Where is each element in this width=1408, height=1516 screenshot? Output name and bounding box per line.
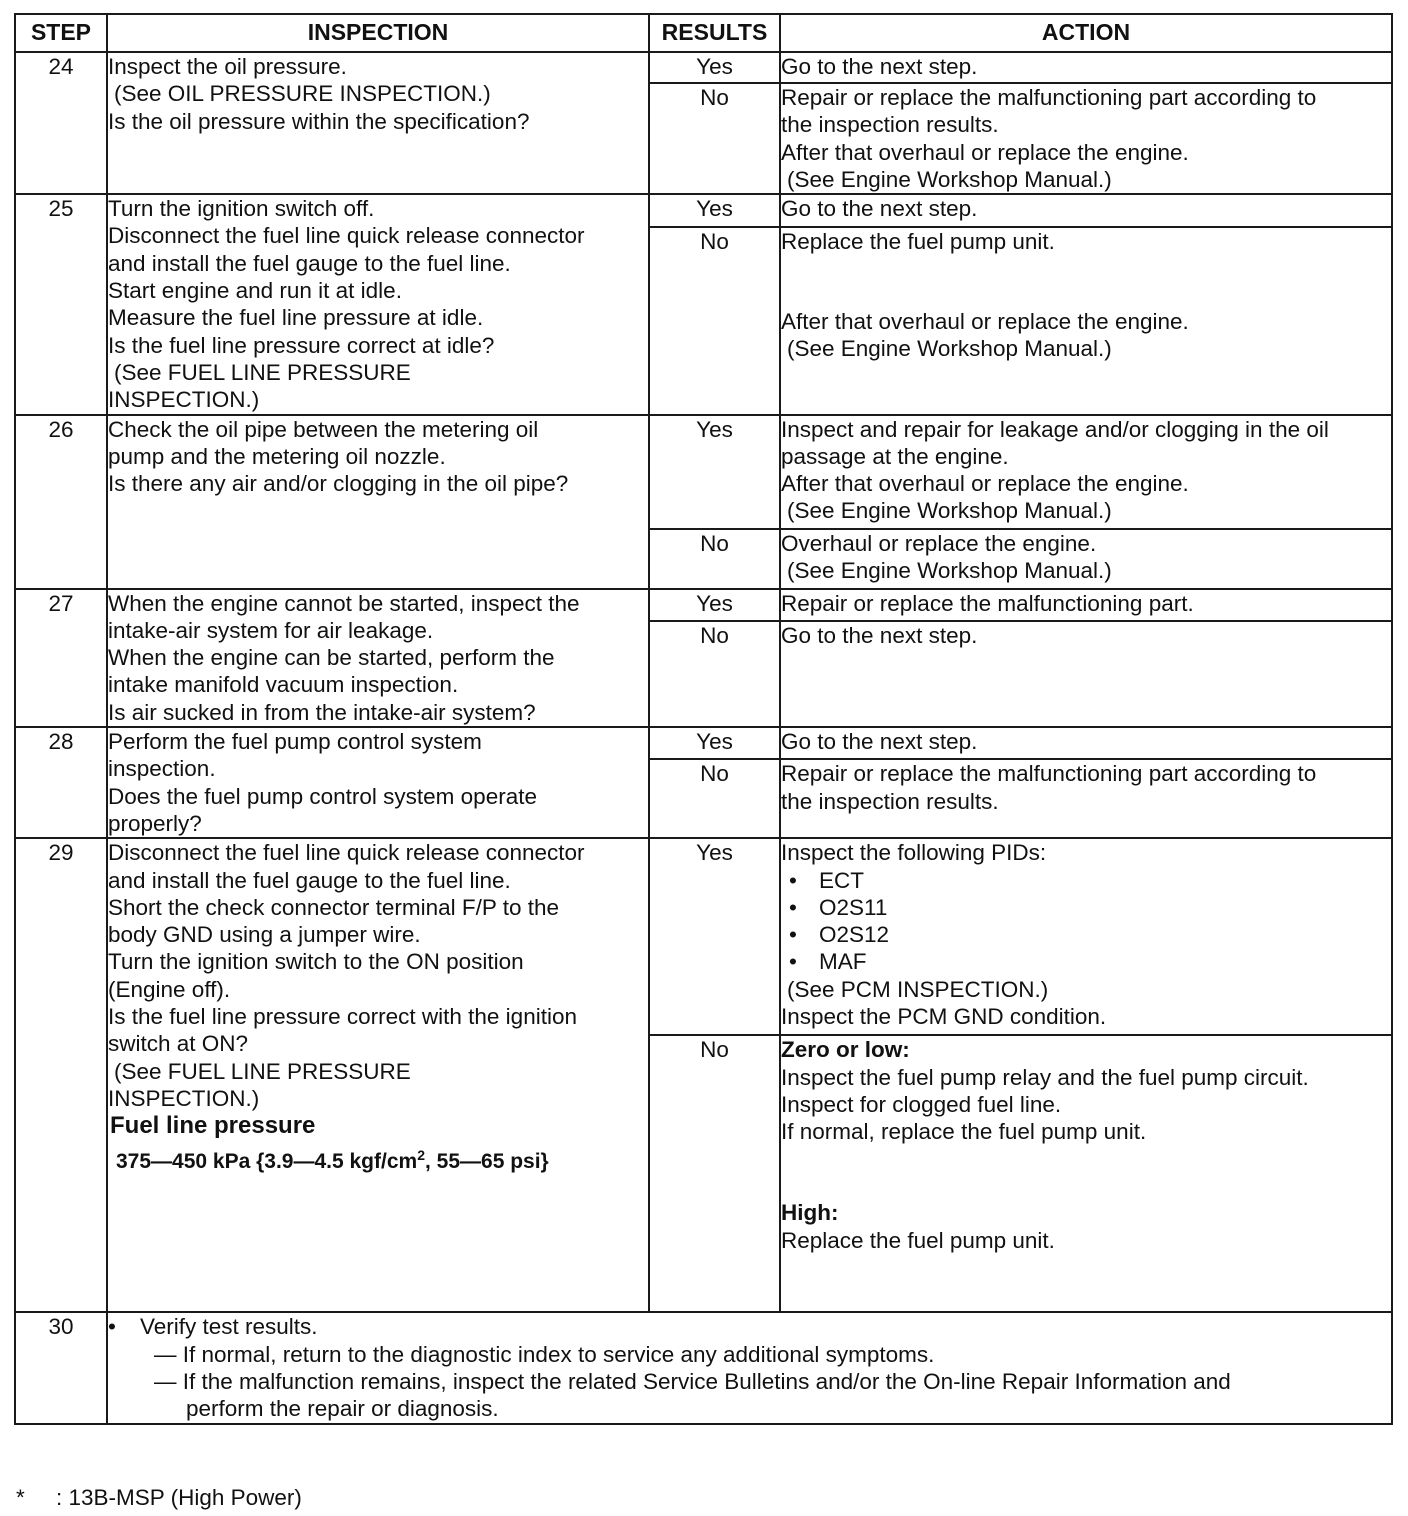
result-no: No (649, 83, 780, 194)
bullet-icon: • (108, 1314, 116, 1340)
step-30-row (15, 1312, 1392, 1424)
high-heading: High: (781, 1200, 839, 1226)
step-25-inspection (107, 194, 649, 414)
action-line: Replace the fuel pump unit. (781, 1227, 1055, 1253)
step-29-no-action (780, 1035, 1392, 1312)
inspection-line: Measure the fuel line pressure at idle. (108, 305, 484, 331)
inspection-line: (See FUEL LINE PRESSURE (114, 359, 411, 385)
step-24-yes-action (780, 52, 1392, 83)
header-inspection: INSPECTION (107, 14, 649, 52)
step-28-yes-action (780, 727, 1392, 759)
pid-label: MAF (819, 949, 867, 975)
header-results: RESULTS (649, 14, 780, 52)
inspection-line: intake-air system for air leakage. (108, 617, 434, 643)
footnote-text: : 13B-MSP (High Power) (56, 1485, 302, 1510)
header-row (15, 14, 1392, 52)
result-no: No (649, 529, 780, 589)
footnote (16, 1485, 302, 1511)
inspection-line: Disconnect the fuel line quick release connector (108, 223, 585, 249)
action-line: Inspect the fuel pump relay and the fuel pump circuit. (781, 1064, 1309, 1090)
action-line: Inspect and repair for leakage and/or clogging in the oil (781, 416, 1329, 442)
action-line: Go to the next step. (781, 622, 978, 648)
pid-item (781, 894, 1391, 921)
inspection-line: switch at ON? (108, 1031, 249, 1057)
bullet-icon: • (789, 949, 797, 975)
step-28-inspection (107, 727, 649, 838)
bullet-icon: • (789, 867, 797, 893)
verify-label: Verify test results. (140, 1314, 318, 1340)
step-number: 25 (15, 194, 107, 414)
zero-low-heading: Zero or low: (781, 1037, 910, 1063)
action-line: (See PCM INSPECTION.) (787, 976, 1049, 1002)
inspection-line: Turn the ignition switch off. (108, 196, 375, 222)
action-line: Repair or replace the malfunctioning part according to (781, 85, 1317, 110)
step-number: 26 (15, 415, 107, 589)
result-yes: Yes (649, 194, 780, 227)
inspection-line: and install the fuel gauge to the fuel line. (108, 250, 511, 276)
inspection-line: intake manifold vacuum inspection. (108, 672, 459, 698)
step-26-yes-row (15, 415, 1392, 529)
step-number: 27 (15, 589, 107, 727)
inspection-line: Is the fuel line pressure correct with the ignition (108, 1004, 577, 1030)
step-27-yes-row (15, 589, 1392, 621)
action-line: Replace the fuel pump unit. (781, 228, 1055, 254)
step-24-yes-row (15, 52, 1392, 83)
step-number: 24 (15, 52, 107, 194)
result-yes: Yes (649, 838, 780, 1035)
step-number: 30 (15, 1312, 107, 1424)
spec-title: Fuel line pressure (110, 1112, 316, 1140)
action-line: Repair or replace the malfunctioning part. (781, 590, 1194, 616)
inspection-line: Is the oil pressure within the specification? (108, 108, 530, 134)
action-line: If normal, replace the fuel pump unit. (781, 1119, 1147, 1145)
footnote-mark: * (16, 1485, 25, 1510)
action-line: After that overhaul or replace the engine. (781, 139, 1189, 165)
action-line: (See Engine Workshop Manual.) (787, 166, 1112, 192)
diagnostic-table (14, 13, 1393, 1425)
result-no: No (649, 227, 780, 415)
action-line: Go to the next step. (781, 54, 978, 79)
step-27-inspection (107, 589, 649, 727)
verify-bullet (108, 1313, 1391, 1340)
pid-item (781, 921, 1391, 948)
step-24-inspection (107, 52, 649, 194)
inspection-line: Start engine and run it at idle. (108, 278, 402, 304)
result-yes: Yes (649, 52, 780, 83)
inspection-line: (See FUEL LINE PRESSURE (114, 1058, 411, 1084)
action-line: Go to the next step. (781, 196, 978, 222)
step-28-yes-row (15, 727, 1392, 759)
step-29-inspection (107, 838, 649, 1312)
action-line: After that overhaul or replace the engine. (781, 309, 1189, 335)
inspection-line: body GND using a jumper wire. (108, 922, 421, 948)
inspection-line: Disconnect the fuel line quick release connector (108, 840, 585, 866)
action-line: the inspection results. (781, 788, 999, 814)
action-line: After that overhaul or replace the engine. (781, 471, 1189, 497)
step-25-yes-action (780, 194, 1392, 227)
action-line: (See Engine Workshop Manual.) (787, 498, 1112, 524)
action-line: the inspection results. (781, 112, 999, 138)
pid-item (781, 948, 1391, 975)
header-step: STEP (15, 14, 107, 52)
inspection-line: and install the fuel gauge to the fuel line. (108, 867, 511, 893)
step-29-yes-action (780, 838, 1392, 1035)
spec-value-tail: , 55—65 psi} (425, 1149, 549, 1173)
inspection-line: Check the oil pipe between the metering oil (108, 416, 539, 442)
inspection-line: (Engine off). (108, 976, 231, 1002)
inspection-line: Inspect the oil pressure. (108, 54, 347, 79)
inspection-line: Is air sucked in from the intake-air system? (108, 699, 536, 725)
inspection-line: Is the fuel line pressure correct at idle? (108, 332, 495, 358)
action-line: Go to the next step. (781, 729, 978, 755)
verify-dash-line: — If the malfunction remains, inspect the related Service Bulletins and/or the On-line Repair Information and (154, 1368, 1231, 1394)
step-28-no-action (780, 759, 1392, 838)
step-25-no-action (780, 227, 1392, 415)
inspection-line: INSPECTION.) (108, 1085, 260, 1111)
inspection-line: pump and the metering oil nozzle. (108, 443, 446, 469)
inspection-line: INSPECTION.) (108, 387, 260, 413)
inspection-line: inspection. (108, 756, 216, 782)
step-26-no-action (780, 529, 1392, 589)
step-30-verify (107, 1312, 1392, 1424)
result-yes: Yes (649, 415, 780, 529)
action-line: passage at the engine. (781, 443, 1009, 469)
pid-item (781, 867, 1391, 894)
action-line: Inspect for clogged fuel line. (781, 1091, 1062, 1117)
spacer (781, 1145, 1391, 1199)
action-line: (See Engine Workshop Manual.) (787, 336, 1112, 362)
step-26-inspection (107, 415, 649, 589)
spec-value-main: 375—450 kPa {3.9—4.5 kgf/cm (116, 1149, 418, 1173)
inspection-line: Does the fuel pump control system operate (108, 783, 537, 809)
step-27-no-action (780, 621, 1392, 727)
spec-value-exponent: 2 (417, 1146, 425, 1163)
step-25-yes-row (15, 194, 1392, 227)
step-number: 28 (15, 727, 107, 838)
step-24-no-action (780, 83, 1392, 194)
result-yes: Yes (649, 727, 780, 759)
action-line: (See Engine Workshop Manual.) (787, 557, 1112, 583)
inspection-line: properly? (108, 810, 202, 836)
result-yes: Yes (649, 589, 780, 621)
step-number: 29 (15, 838, 107, 1312)
result-no: No (649, 1035, 780, 1312)
pid-label: O2S11 (819, 894, 888, 920)
action-line: Overhaul or replace the engine. (781, 530, 1097, 556)
pid-label: O2S12 (819, 922, 890, 948)
pid-label: ECT (819, 867, 864, 893)
inspection-line: Perform the fuel pump control system (108, 729, 482, 755)
action-line: Repair or replace the malfunctioning part according to (781, 761, 1317, 787)
inspection-line: Turn the ignition switch to the ON position (108, 949, 524, 975)
step-29-yes-row (15, 838, 1392, 1035)
bullet-icon: • (789, 922, 797, 948)
spec-value (108, 1142, 648, 1175)
inspection-line: When the engine can be started, perform the (108, 645, 555, 671)
verify-dash-line: perform the repair or diagnosis. (186, 1396, 499, 1422)
action-line: Inspect the following PIDs: (781, 840, 1047, 866)
inspection-line: When the engine cannot be started, inspect the (108, 590, 580, 616)
header-action: ACTION (780, 14, 1392, 52)
inspection-line: (See OIL PRESSURE INSPECTION.) (114, 81, 491, 107)
inspection-line: Short the check connector terminal F/P to the (108, 894, 560, 920)
step-26-yes-action (780, 415, 1392, 529)
action-line: Inspect the PCM GND condition. (781, 1004, 1107, 1030)
verify-dash-line: — If normal, return to the diagnostic index to service any additional symptoms. (154, 1341, 935, 1367)
spacer (781, 255, 1391, 308)
inspection-line: Is there any air and/or clogging in the oil pipe? (108, 471, 569, 497)
result-no: No (649, 621, 780, 727)
step-27-yes-action (780, 589, 1392, 621)
bullet-icon: • (789, 894, 797, 920)
result-no: No (649, 759, 780, 838)
